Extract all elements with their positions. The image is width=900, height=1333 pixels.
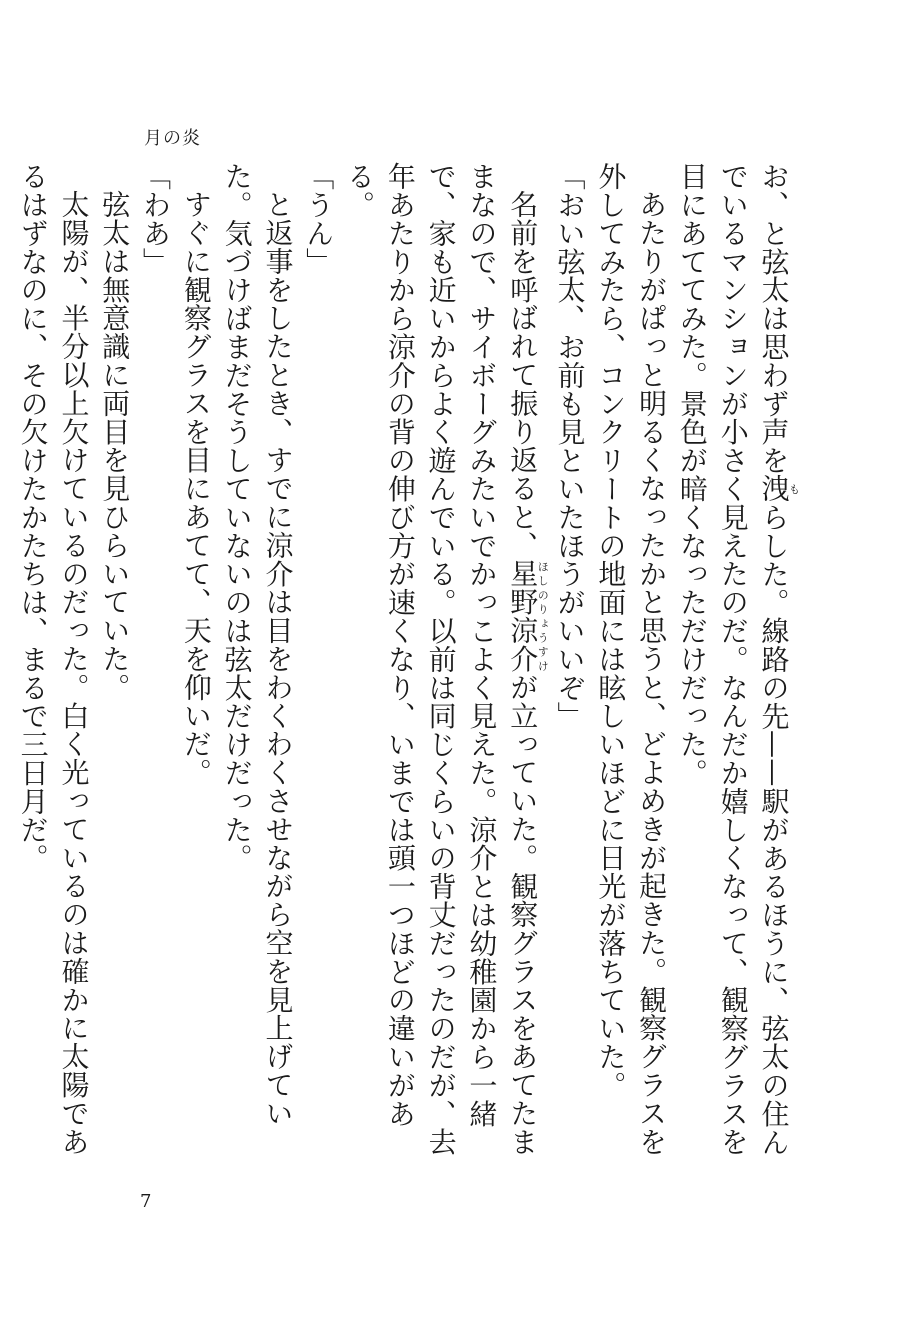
- paragraph: [134, 162, 175, 1162]
- paragraph: [297, 162, 338, 1162]
- page-number: 7: [140, 1191, 152, 1212]
- paragraph: [549, 162, 590, 1162]
- paragraph: [12, 162, 94, 1162]
- ruby-annotation: 洩も: [757, 474, 801, 503]
- text-segment: あたりがぱっと明るくなったかと思うと、どよめきが起きた。観察グラスを外してみたら、コンクリートの地面には眩しいほどに日光が落ちていた。: [594, 162, 669, 1156]
- text-segment: と返事をしたとき、すでに涼介は目をわくわくさせながら空を見上げていた。気づけばまだそうしていないのは弦太だけだった。: [220, 162, 295, 1128]
- paragraph: [216, 162, 298, 1162]
- text-segment: すぐに観察グラスを目にあてて、天を仰いだ。: [179, 190, 213, 787]
- text-segment: 「わあ」: [139, 162, 173, 276]
- paragraph: [590, 162, 672, 1162]
- paragraph: [671, 162, 800, 1162]
- running-head: 月の炎: [144, 128, 201, 149]
- body-text: [12, 162, 800, 1162]
- paragraph: [175, 162, 216, 1162]
- paragraph: [93, 162, 134, 1162]
- text-segment: 「おい弦太、お前も見といたほうがいいぞ」: [553, 162, 587, 730]
- ruby-annotation: 星野涼介ほしのりょうすけ: [506, 559, 550, 673]
- text-segment: らした。線路の先——駅があるほうに、弦太の住んでいるマンションが小さく見えたのだ。なんだか嬉しくなって、観察グラスを目にあててみた。景色が暗くなっただけだった。: [675, 162, 791, 1157]
- text-segment: が立っていた。観察グラスをあてたままなので、サイボーグみたいでかっこよく見えた。涼介とは幼稚園から一緒で、家も近いからよく遊んでいる。以前は同じくらいの背丈だったのだが、去年あたりから涼介の背の伸び方が速くなり、いまでは頭一つほどの違いがある。: [343, 162, 540, 1156]
- text-segment: お、と弦太は思わず声を: [757, 162, 791, 475]
- text-segment: 弦太は無意識に両目を見ひらいていた。: [98, 190, 132, 702]
- text-segment: 「うん」: [302, 162, 336, 276]
- text-segment: 名前を呼ばれて振り返ると、: [506, 190, 540, 560]
- paragraph: [338, 162, 548, 1162]
- text-segment: 太陽が、半分以上欠けているのだった。白く光っているのは確かに太陽であるはずなのに、その欠けたかたちは、まるで三日月だ。: [16, 162, 91, 1156]
